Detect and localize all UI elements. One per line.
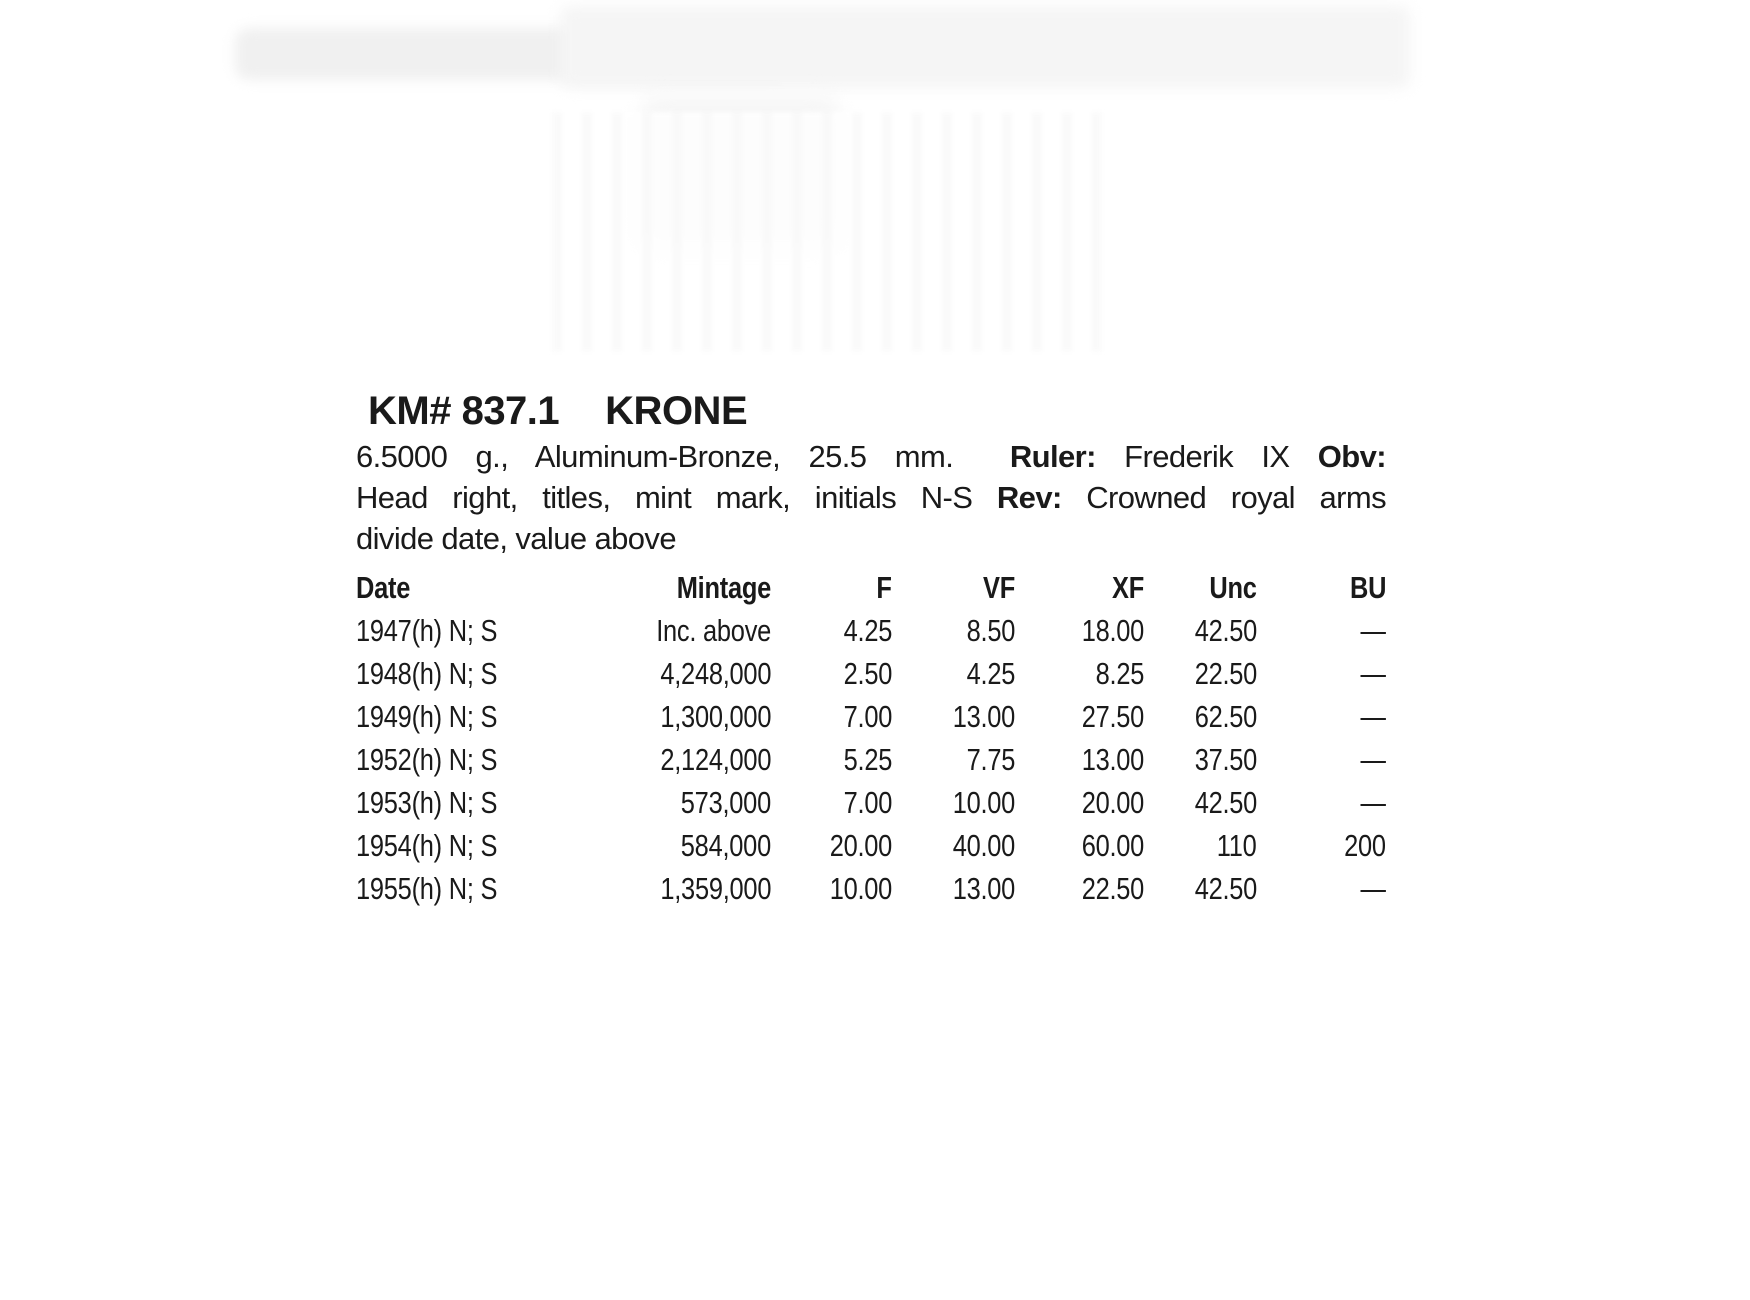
column-header-vf: VF	[983, 570, 1015, 605]
column-header-unc: Unc	[1209, 570, 1257, 605]
cell-bu: 200	[1344, 828, 1386, 863]
cell-xf: 18.00	[1081, 613, 1144, 648]
scan-bleed-artifact	[552, 112, 1102, 352]
cell-date: 1947(h) N; S	[356, 613, 498, 648]
cell-unc: 42.50	[1194, 613, 1257, 648]
cell-xf: 8.25	[1095, 656, 1144, 691]
cell-date: 1953(h) N; S	[356, 785, 498, 820]
column-header-mintage: Mintage	[676, 570, 771, 605]
cell-f: 2.50	[843, 656, 892, 691]
column-header-bu: BU	[1349, 570, 1386, 605]
cell-date: 1954(h) N; S	[356, 828, 498, 863]
reverse-text: Crowned royal arms	[1061, 480, 1386, 515]
cell-date: 1949(h) N; S	[356, 699, 498, 734]
cell-bu: —	[1360, 742, 1386, 777]
cell-f: 4.25	[843, 613, 892, 648]
description-line-2	[356, 477, 1386, 518]
ruler-label: Ruler:	[1009, 439, 1096, 474]
table-row	[356, 652, 1386, 695]
cell-unc: 42.50	[1194, 871, 1257, 906]
table-row	[356, 695, 1386, 738]
cell-xf: 20.00	[1081, 785, 1144, 820]
obverse-text: Head right, titles, mint mark, initials N-S	[356, 480, 997, 515]
cell-f: 10.00	[829, 871, 892, 906]
cell-date: 1952(h) N; S	[356, 742, 498, 777]
cell-vf: 10.00	[952, 785, 1015, 820]
cell-vf: 13.00	[952, 871, 1015, 906]
column-header-date: Date	[356, 570, 411, 605]
cell-unc: 42.50	[1194, 785, 1257, 820]
coin-catalog-entry	[356, 388, 1386, 910]
spec-text: 6.5000 g., Aluminum-Bronze, 25.5 mm.	[356, 439, 1010, 474]
column-header-f: F	[876, 570, 892, 605]
cell-mintage: 1,359,000	[660, 871, 771, 906]
cell-mintage: Inc. above	[656, 613, 771, 648]
cell-xf: 60.00	[1081, 828, 1144, 863]
cell-bu: —	[1360, 656, 1386, 691]
cell-bu: —	[1360, 699, 1386, 734]
cell-f: 7.00	[843, 699, 892, 734]
entry-title	[356, 388, 1386, 434]
ruler-value: Frederik IX	[1095, 439, 1318, 474]
cell-unc: 37.50	[1194, 742, 1257, 777]
scan-bleed-artifact	[235, 28, 790, 80]
cell-unc: 110	[1217, 828, 1257, 863]
scan-bleed-artifact	[560, 6, 1410, 88]
reverse-text-continued: divide date, value above	[356, 521, 676, 556]
table-row	[356, 609, 1386, 652]
cell-xf: 13.00	[1081, 742, 1144, 777]
cell-vf: 8.50	[966, 613, 1015, 648]
scan-bleed-artifact	[640, 96, 840, 246]
table-row	[356, 867, 1386, 910]
column-header-xf: XF	[1112, 570, 1144, 605]
cell-mintage: 584,000	[680, 828, 771, 863]
cell-mintage: 1,300,000	[660, 699, 771, 734]
table-header-row	[356, 566, 1386, 609]
description-line-1	[356, 436, 1386, 477]
cell-xf: 22.50	[1081, 871, 1144, 906]
cell-unc: 22.50	[1194, 656, 1257, 691]
cell-mintage: 2,124,000	[660, 742, 771, 777]
cell-bu: —	[1360, 785, 1386, 820]
cell-date: 1955(h) N; S	[356, 871, 498, 906]
cell-date: 1948(h) N; S	[356, 656, 498, 691]
coin-name: KRONE	[605, 389, 748, 433]
cell-vf: 13.00	[952, 699, 1015, 734]
entry-description	[356, 436, 1386, 559]
cell-f: 5.25	[843, 742, 892, 777]
cell-f: 20.00	[829, 828, 892, 863]
cell-vf: 4.25	[966, 656, 1015, 691]
table-row	[356, 824, 1386, 867]
table-row	[356, 738, 1386, 781]
cell-unc: 62.50	[1194, 699, 1257, 734]
cell-bu: —	[1360, 613, 1386, 648]
price-table	[356, 566, 1386, 910]
reverse-label: Rev:	[996, 480, 1062, 515]
cell-bu: —	[1360, 871, 1386, 906]
obverse-label: Obv:	[1317, 439, 1386, 474]
cell-vf: 40.00	[952, 828, 1015, 863]
cell-mintage: 573,000	[680, 785, 771, 820]
cell-f: 7.00	[843, 785, 892, 820]
km-number: KM# 837.1	[368, 389, 560, 433]
cell-mintage: 4,248,000	[660, 656, 771, 691]
description-line-3	[356, 518, 1386, 559]
table-row	[356, 781, 1386, 824]
cell-xf: 27.50	[1081, 699, 1144, 734]
cell-vf: 7.75	[966, 742, 1015, 777]
